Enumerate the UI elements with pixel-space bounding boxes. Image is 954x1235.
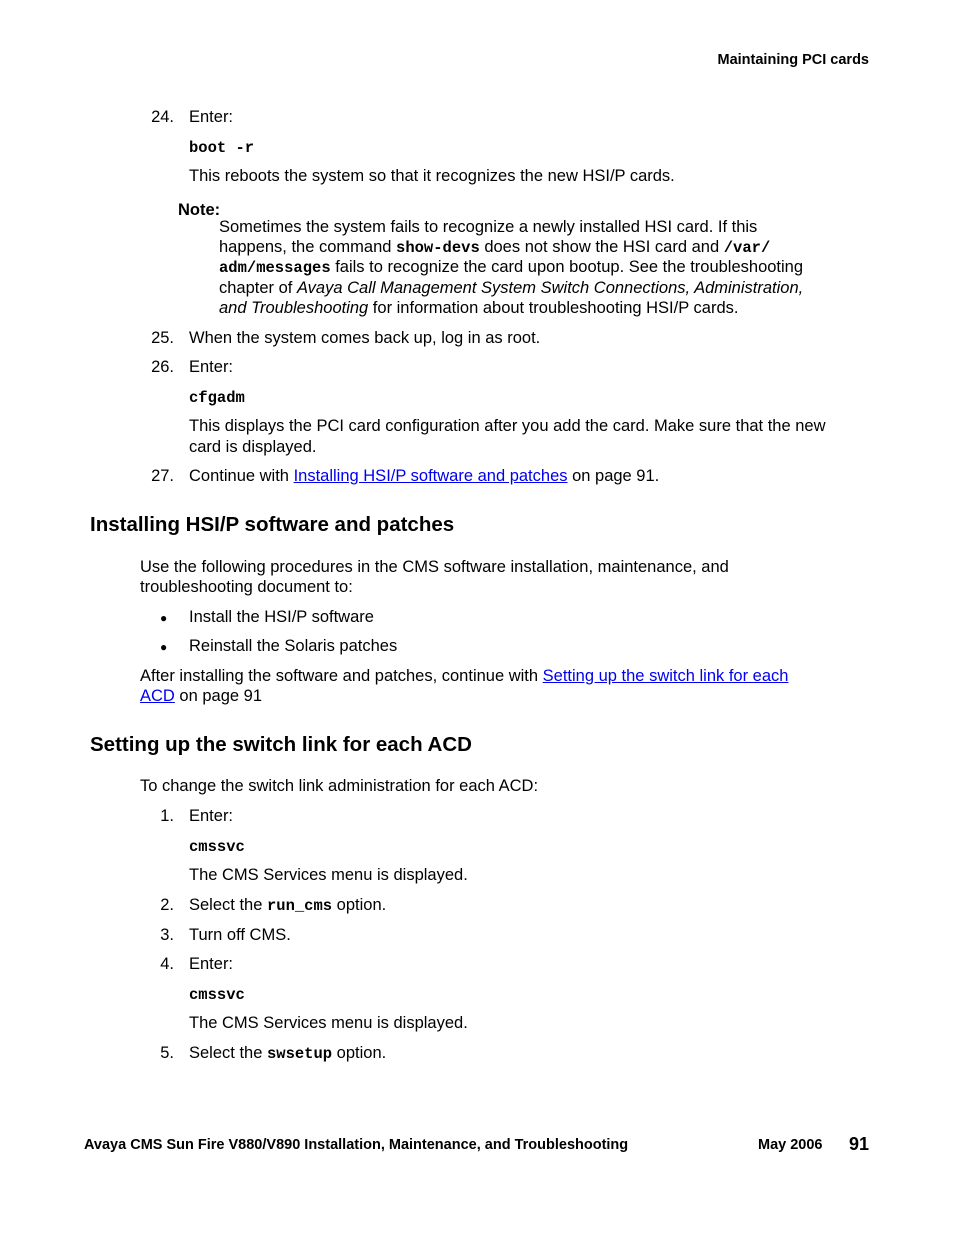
command-text: show-devs [396, 239, 480, 257]
step-text: Select the swsetup option. [189, 1044, 387, 1063]
step-text: Continue with Installing HSI/P software and patches on page 91. [189, 467, 660, 485]
note-line: Sometimes the system fails to recognize a newly installed HSI card. If this [219, 218, 758, 236]
book-title: and Troubleshooting [219, 299, 369, 317]
command-text: boot -r [189, 139, 255, 157]
section-heading: Installing HSI/P software and patches [90, 513, 455, 536]
bullet-icon: ● [160, 611, 168, 625]
step-description: This displays the PCI card configuration after you add the card. Make sure that the new [189, 417, 826, 435]
step-description: The CMS Services menu is displayed. [189, 1014, 468, 1032]
note-line: chapter of Avaya Call Management System Switch Connections, Administration, [219, 279, 804, 297]
note-line: adm/messages fails to recognize the card upon bootup. See the troubleshooting [219, 258, 804, 277]
paragraph-line: troubleshooting document to: [140, 578, 353, 596]
cross-reference-link[interactable]: ACD [140, 687, 175, 705]
page-number: 91 [848, 1134, 869, 1154]
step-number: 26. [151, 358, 174, 376]
step-number: 25. [151, 329, 174, 347]
note-label: Note: [178, 201, 221, 219]
section-heading: Setting up the switch link for each ACD [90, 733, 472, 756]
command-text: cmssvc [189, 838, 245, 856]
step-number: 4. [160, 955, 174, 973]
step-number: 1. [160, 807, 174, 825]
step-text: Select the run_cms option. [189, 896, 387, 915]
cross-reference-link[interactable]: Setting up the switch link for each [542, 667, 789, 685]
step-description: The CMS Services menu is displayed. [189, 866, 468, 884]
bullet-icon: ● [160, 640, 168, 654]
footer-date: May 2006 [758, 1137, 823, 1153]
note-line: happens, the command show-devs does not show the HSI card and /var/ [219, 238, 771, 257]
paragraph-line: ACD on page 91 [140, 687, 263, 705]
step-description: This reboots the system so that it recognizes the new HSI/P cards. [189, 167, 675, 185]
step-text: Enter: [189, 955, 234, 973]
book-title: Avaya Call Management System Switch Connections, Administration, [296, 279, 804, 297]
command-text: adm/messages [219, 259, 331, 277]
step-number: 3. [160, 926, 174, 944]
step-description: card is displayed. [189, 438, 317, 456]
step-number: 2. [160, 896, 174, 914]
paragraph-line: After installing the software and patches, continue with Setting up the switch link for each [140, 667, 789, 685]
note-line: and Troubleshooting for information about troubleshooting HSI/P cards. [219, 299, 739, 317]
command-text: swsetup [266, 1045, 333, 1063]
list-item: Install the HSI/P software [189, 608, 374, 626]
running-header: Maintaining PCI cards [717, 52, 869, 68]
step-text: Turn off CMS. [189, 926, 291, 944]
footer-title: Avaya CMS Sun Fire V880/V890 Installation, Maintenance, and Troubleshooting [84, 1137, 629, 1153]
step-text: Enter: [189, 108, 234, 126]
paragraph-line: To change the switch link administration for each ACD: [140, 777, 539, 795]
step-number: 24. [151, 108, 174, 126]
step-number: 5. [160, 1044, 174, 1062]
step-text: Enter: [189, 807, 234, 825]
command-text: cfgadm [189, 389, 245, 407]
step-number: 27. [151, 467, 174, 485]
cross-reference-link[interactable]: Installing HSI/P software and patches [293, 467, 568, 485]
command-text: /var/ [723, 239, 771, 257]
step-text: When the system comes back up, log in as root. [189, 329, 541, 347]
command-text: cmssvc [189, 986, 245, 1004]
paragraph-line: Use the following procedures in the CMS software installation, maintenance, and [140, 558, 729, 576]
list-item: Reinstall the Solaris patches [189, 637, 398, 655]
command-text: run_cms [266, 897, 333, 915]
step-text: Enter: [189, 358, 234, 376]
